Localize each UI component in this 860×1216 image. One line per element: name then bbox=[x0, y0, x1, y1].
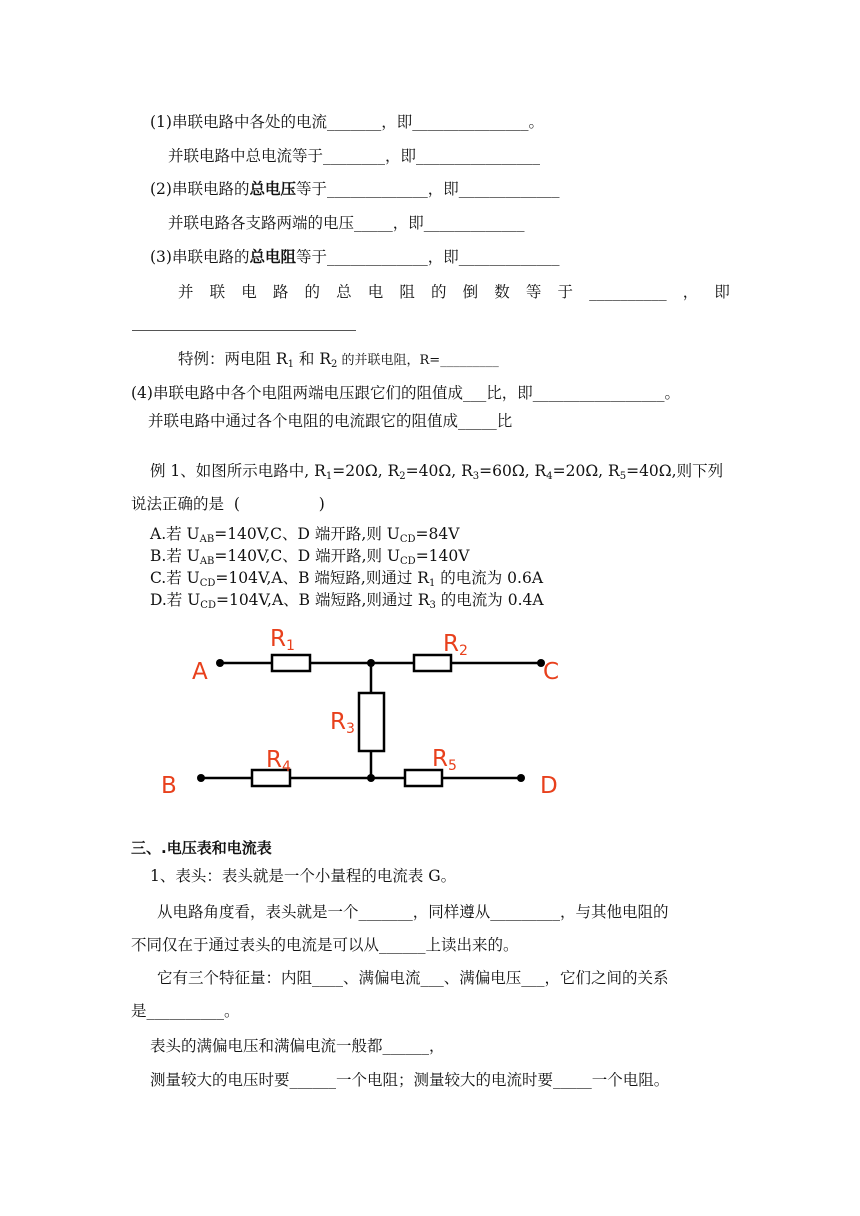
subscript: AB bbox=[199, 556, 215, 567]
option-text: =140V bbox=[415, 547, 470, 565]
word: ， bbox=[682, 283, 699, 301]
section-3-heading: 三、.电压表和电流表 bbox=[131, 839, 272, 857]
word: 电 bbox=[241, 283, 257, 301]
law-parallel-current: 并联电路中总电流等于________，即________________ bbox=[168, 147, 541, 165]
option-text: =84V bbox=[415, 525, 460, 543]
subscript: 3 bbox=[429, 600, 436, 611]
option-text: B.若 U bbox=[150, 547, 200, 565]
law-ratio-voltage: (4)串联电路中各个电阻两端电压跟它们的阻值成___比，即_________________。 bbox=[131, 384, 680, 402]
law-ratio-current: 并联电路中通过各个电阻的电流跟它的阻值成_____比 bbox=[148, 412, 513, 430]
word: 数 bbox=[494, 283, 510, 301]
word: 联 bbox=[209, 283, 226, 301]
law-series-resistance-prefix: (3)串联电路的 bbox=[150, 248, 250, 266]
option-text: =140V,C、D 端开路,则 U bbox=[214, 525, 400, 543]
subscript: 3 bbox=[472, 471, 480, 482]
resistor-r2 bbox=[414, 655, 451, 671]
option-text: 的电流为 0.6A bbox=[435, 569, 544, 587]
word: 的 bbox=[304, 283, 321, 301]
subscript: 4 bbox=[546, 471, 553, 482]
example-1-question-line2: 说法正确的是 ( ) bbox=[131, 495, 325, 513]
terminal-d-label: D bbox=[540, 773, 558, 799]
resistor-r2-label: R2 bbox=[443, 631, 468, 659]
word: 等 bbox=[525, 283, 542, 301]
subscript: CD bbox=[199, 578, 216, 589]
section-3-line-4: 它有三个特征量：内阻____、满偏电流___、满偏电压___，它们之间的关系 bbox=[157, 969, 669, 987]
question-text: =20Ω, R bbox=[552, 462, 620, 480]
law-series-resistance-suffix: 等于_____________，即_____________ bbox=[295, 248, 560, 266]
option-text: 的电流为 0.4A bbox=[435, 591, 544, 609]
resistor-r1 bbox=[272, 655, 310, 671]
option-text: =104V,A、B 端短路,则通过 R bbox=[215, 591, 430, 609]
word: 总 bbox=[336, 283, 352, 301]
option-text: =104V,A、B 端短路,则通过 R bbox=[215, 569, 429, 587]
word: 的 bbox=[431, 283, 447, 301]
section-3-line-1: 1、表头：表头就是一个小量程的电流表 G。 bbox=[150, 867, 457, 885]
question-text: 例 1、如图所示电路中, R bbox=[150, 462, 326, 480]
subscript: AB bbox=[199, 534, 215, 545]
terminal-a-dot bbox=[216, 659, 224, 667]
word: 阻 bbox=[399, 283, 415, 301]
junction-dot bbox=[367, 659, 375, 667]
section-3-line-5: 是__________。 bbox=[131, 1002, 240, 1020]
subscript: 1 bbox=[428, 578, 436, 589]
resistor-r3 bbox=[359, 693, 384, 751]
law-series-voltage-bold: 总电压 bbox=[249, 180, 296, 198]
terminal-b-dot bbox=[197, 774, 205, 782]
option-text: =140V,C、D 端开路,则 U bbox=[214, 547, 401, 565]
law-parallel-voltage: 并联电路各支路两端的电压_____，即_____________ bbox=[168, 214, 525, 232]
word: 倒 bbox=[462, 283, 479, 301]
option-text: C.若 U bbox=[150, 569, 200, 587]
question-text: =20Ω, R bbox=[332, 462, 400, 480]
law-series-voltage-prefix: (2)串联电路的 bbox=[150, 180, 250, 198]
subscript: 1 bbox=[287, 359, 294, 370]
terminal-b-label: B bbox=[161, 773, 177, 799]
resistor-r5 bbox=[405, 770, 442, 786]
word: 电 bbox=[367, 283, 384, 301]
resistor-r5-label: R5 bbox=[432, 746, 457, 774]
subscript: 1 bbox=[325, 471, 333, 482]
law-series-voltage-suffix: 等于_____________，即_____________ bbox=[295, 180, 560, 198]
subscript: CD bbox=[400, 556, 416, 567]
option-text: D.若 U bbox=[150, 591, 201, 609]
word: 并 bbox=[178, 283, 194, 301]
terminal-a-label: A bbox=[192, 659, 208, 685]
question-text: =40Ω,则下列 bbox=[626, 462, 724, 480]
word: 即 bbox=[714, 283, 730, 301]
terminal-d-dot bbox=[517, 774, 525, 782]
subscript: 2 bbox=[331, 359, 338, 370]
word: 路 bbox=[272, 283, 289, 301]
subscript: 5 bbox=[619, 471, 627, 482]
junction-dot bbox=[367, 774, 375, 782]
special-case-text: 的并联电阻，R=_________ bbox=[337, 353, 499, 368]
section-3-line-6: 表头的满偏电压和满偏电流一般都______， bbox=[150, 1037, 445, 1055]
section-3-line-3: 不同仅在于通过表头的电流是可以从______上读出来的。 bbox=[131, 936, 519, 954]
subscript: CD bbox=[200, 600, 216, 611]
law-series-resistance-bold: 总电阻 bbox=[249, 248, 296, 266]
subscript: 2 bbox=[399, 471, 406, 482]
resistor-r4-label: R4 bbox=[266, 747, 291, 775]
blank: __________ bbox=[589, 283, 667, 301]
subscript: CD bbox=[399, 534, 416, 545]
special-case-text: 特例：两电阻 R bbox=[178, 350, 288, 368]
word: 于 bbox=[557, 283, 574, 301]
question-text: =60Ω, R bbox=[479, 462, 547, 480]
law-series-current: (1)串联电路中各处的电流_______，即_______________。 bbox=[150, 113, 544, 131]
resistor-r3-label: R3 bbox=[330, 709, 355, 737]
question-text: =40Ω, R bbox=[405, 462, 473, 480]
option-text: A.若 U bbox=[150, 525, 200, 543]
special-case-text: 和 R bbox=[293, 350, 332, 368]
section-3-line-2: 从电路角度看，表头就是一个_______，同样遵从_________，与其他电阻的 bbox=[157, 903, 669, 921]
section-3-line-7: 测量较大的电压时要______一个电阻；测量较大的电流时要_____一个电阻。 bbox=[150, 1071, 670, 1089]
terminal-c-label: C bbox=[543, 659, 560, 685]
resistor-r1-label: R1 bbox=[270, 626, 295, 654]
